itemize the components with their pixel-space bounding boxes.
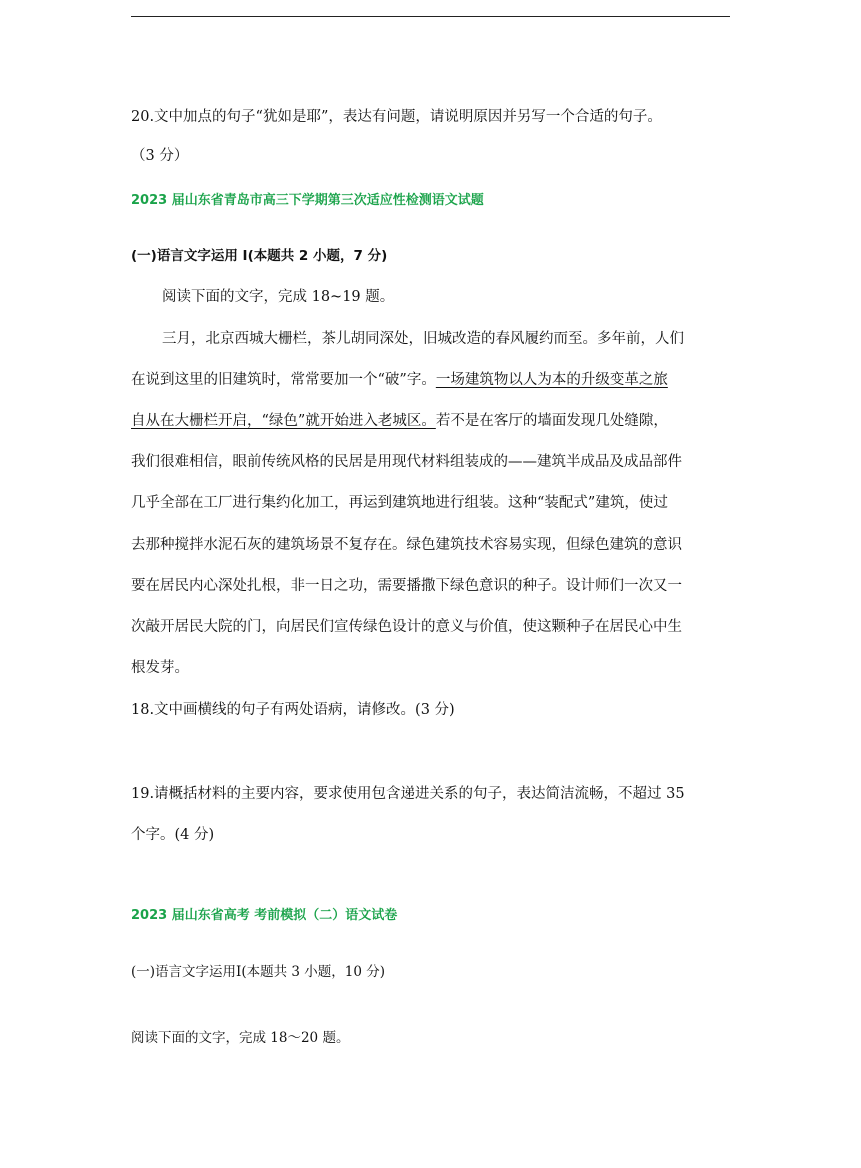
question-20-line-2: （3 分） [131,148,189,164]
passage-line-2 [131,369,668,391]
reading-instruction-2: 阅读下面的文字，完成 18～20 题。 [131,1030,350,1046]
passage-line-3 [131,410,668,432]
question-19-line-1: 19.请概括材料的主要内容，要求使用包含递进关系的句子，表达简洁流畅，不超过 35 [131,786,685,802]
section-heading-1: (一)语言文字运用 I(本题共 2 小题，7 分) [131,248,388,264]
passage-line-8: 次敲开居民大院的门，向居民们宣传绿色设计的意义与价值，使这颗种子在居民心中生 [131,619,682,635]
passage-line-2-text: 在说到这里的旧建筑时，常常要加一个“破”字。 [131,372,436,388]
underlined-sentence-part-1: 一场建筑物以人为本的升级变革之旅 [435,372,668,388]
underlined-sentence-part-2: 自从在大栅栏开启，“绿色”就开始进入老城区。 [131,413,436,429]
passage-line-6: 去那种搅拌水泥石灰的建筑场景不复存在。绿色建筑技术容易实现，但绿色建筑的意识 [131,537,682,553]
passage-line-7: 要在居民内心深处扎根，非一日之功，需要播撒下绿色意识的种子。设计师们一次又一 [131,578,682,594]
exam-title-qingdao: 2023 届山东省青岛市高三下学期第三次适应性检测语文试题 [131,193,484,208]
question-20-line-1: 20.文中加点的句子“犹如是耶”，表达有问题，请说明原因并另写一个合适的句子。 [131,109,662,125]
question-18: 18.文中画横线的句子有两处语病，请修改。(3 分) [131,702,455,718]
passage-line-5: 几乎全部在工厂进行集约化加工，再运到建筑地进行组装。这种“装配式”建筑，使过 [131,495,668,511]
question-19-line-2: 个字。(4 分) [131,827,215,843]
reading-instruction-1: 阅读下面的文字，完成 18~19 题。 [162,289,395,305]
passage-line-4: 我们很难相信，眼前传统风格的民居是用现代材料组装成的——建筑半成品及成品部件 [131,454,682,470]
passage-line-3-text: 若不是在客厅的墙面发现几处缝隙， [435,413,668,429]
section-heading-2: (一)语言文字运用Ⅰ(本题共 3 小题，10 分) [131,964,386,980]
passage-line-9: 根发芽。 [131,660,189,676]
exam-title-mock: 2023 届山东省高考 考前模拟（二）语文试卷 [131,908,398,923]
passage-line-1: 三月，北京西城大栅栏，茶儿胡同深处，旧城改造的春风履约而至。多年前，人们 [162,331,684,347]
header-rule [131,16,730,17]
